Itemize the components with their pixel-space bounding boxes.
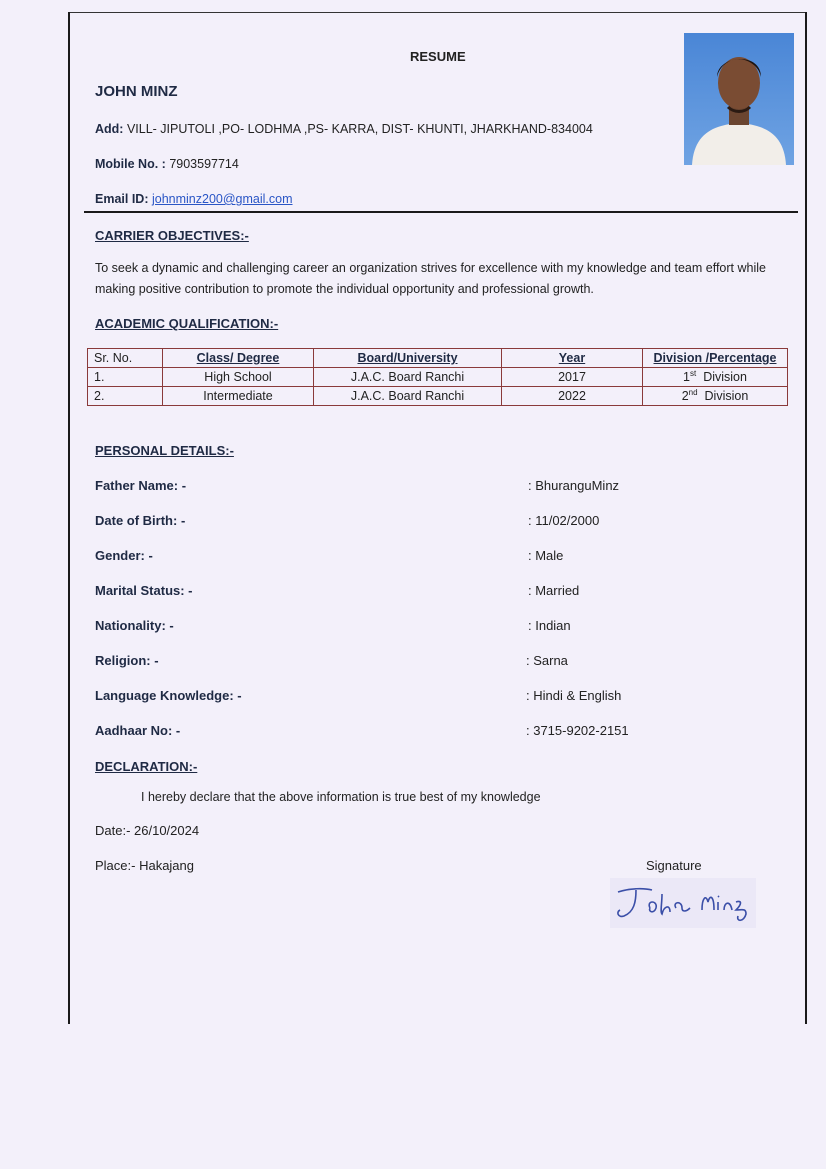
declaration-date: Date:- 26/10/2024 bbox=[95, 823, 200, 838]
language-label: Language Knowledge: - bbox=[95, 688, 242, 703]
cell-division: 2nd Division bbox=[643, 387, 788, 406]
gender-value: : Male bbox=[528, 548, 564, 563]
address-label: Add: bbox=[95, 122, 124, 136]
signature-image bbox=[610, 878, 756, 928]
page-border-top bbox=[68, 12, 807, 13]
father-name-value: : BhuranguMinz bbox=[528, 478, 620, 493]
header-divider bbox=[84, 211, 798, 213]
nationality-label: Nationality: - bbox=[95, 618, 174, 633]
religion-label: Religion: - bbox=[95, 653, 159, 668]
person-photo-icon bbox=[684, 33, 794, 165]
cell-year: 2022 bbox=[502, 387, 643, 406]
declaration-place: Place:- Hakajang bbox=[95, 858, 194, 873]
address-value: VILL- JIPUTOLI ,PO- LODHMA ,PS- KARRA, DIST- KHUNTI, JHARKHAND-834004 bbox=[126, 122, 593, 136]
dob-value: : 11/02/2000 bbox=[528, 513, 600, 528]
col-header-class: Class/ Degree bbox=[163, 349, 314, 368]
religion-value: : Sarna bbox=[526, 653, 568, 668]
applicant-name: JOHN MINZ bbox=[95, 83, 178, 100]
cell-class: Intermediate bbox=[163, 387, 314, 406]
declaration-heading: DECLARATION:- bbox=[95, 759, 198, 774]
table-header-row bbox=[88, 349, 788, 368]
academic-heading: ACADEMIC QUALIFICATION:- bbox=[95, 316, 279, 331]
objectives-heading: CARRIER OBJECTIVES:- bbox=[95, 228, 249, 243]
email-line bbox=[95, 192, 293, 206]
email-link[interactable]: johnminz200@gmail.com bbox=[151, 192, 293, 206]
language-value: : Hindi & English bbox=[526, 688, 622, 703]
mobile-value: 7903597714 bbox=[169, 157, 239, 171]
page-border-right bbox=[805, 12, 807, 1024]
cell-board: J.A.C. Board Ranchi bbox=[314, 368, 502, 387]
email-label: Email ID: bbox=[95, 192, 149, 206]
table-row bbox=[88, 368, 788, 387]
marital-status-value: : Married bbox=[528, 583, 580, 598]
col-header-sr: Sr. No. bbox=[88, 349, 163, 368]
aadhaar-label: Aadhaar No: - bbox=[95, 723, 181, 738]
signature-label: Signature bbox=[646, 858, 702, 873]
dob-label: Date of Birth: - bbox=[95, 513, 186, 528]
col-header-year: Year bbox=[502, 349, 643, 368]
gender-label: Gender: - bbox=[95, 548, 153, 563]
objectives-text: To seek a dynamic and challenging career an organization strives for excellence with my knowledge and team effort while making positive contribution to promote the individual opportunity and professional growth. bbox=[95, 261, 766, 296]
marital-status-label: Marital Status: - bbox=[95, 583, 193, 598]
declaration-text: I hereby declare that the above information is true best of my knowledge bbox=[141, 790, 541, 804]
profile-photo bbox=[684, 33, 794, 165]
cell-division: 1st Division bbox=[643, 368, 788, 387]
father-name-label: Father Name: - bbox=[95, 478, 187, 493]
nationality-value: : Indian bbox=[528, 618, 571, 633]
cell-sr: 1. bbox=[88, 368, 163, 387]
aadhaar-value: : 3715-9202-2151 bbox=[526, 723, 629, 738]
table-row bbox=[88, 387, 788, 406]
mobile-label: Mobile No. : bbox=[95, 157, 166, 171]
page-border-left bbox=[68, 12, 70, 1024]
col-header-division: Division /Percentage bbox=[643, 349, 788, 368]
academic-table bbox=[87, 348, 788, 406]
col-header-board: Board/University bbox=[314, 349, 502, 368]
document-title: RESUME bbox=[410, 49, 466, 64]
address-line bbox=[95, 122, 593, 136]
handwritten-signature-icon bbox=[610, 878, 756, 928]
cell-sr: 2. bbox=[88, 387, 163, 406]
cell-year: 2017 bbox=[502, 368, 643, 387]
mobile-line bbox=[95, 157, 239, 171]
cell-class: High School bbox=[163, 368, 314, 387]
personal-heading: PERSONAL DETAILS:- bbox=[95, 443, 234, 458]
cell-board: J.A.C. Board Ranchi bbox=[314, 387, 502, 406]
